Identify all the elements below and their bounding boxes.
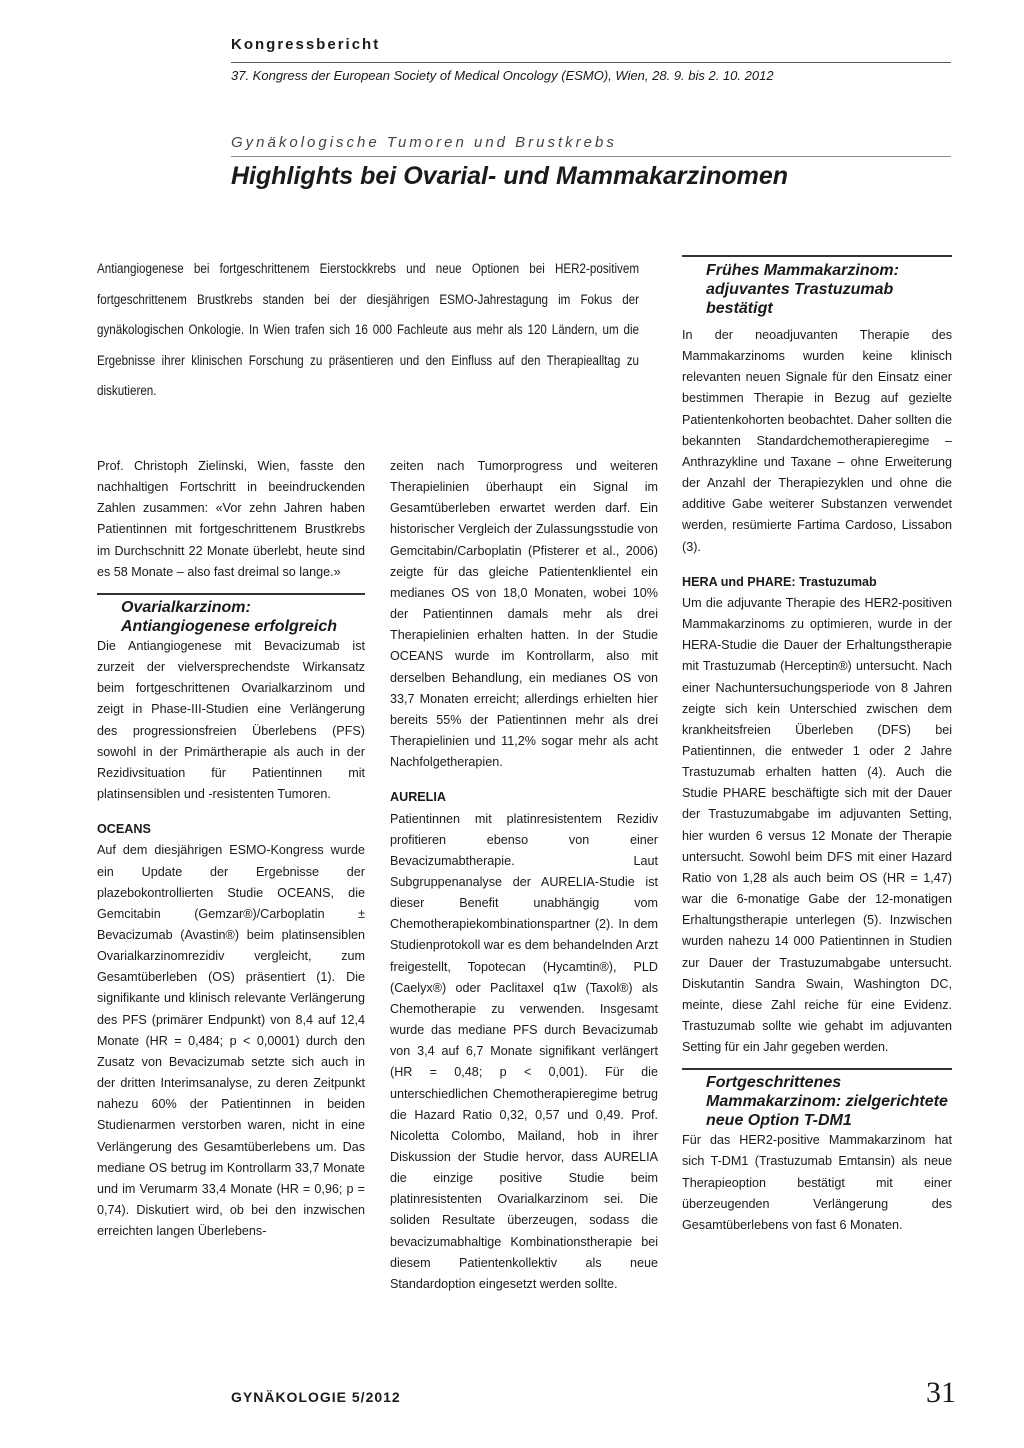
intro-paragraph: Prof. Christoph Zielinski, Wien, fasste den nachhaltigen Fortschritt in beeindruckenden Zahlen zusammen: «Vor zehn Jahren haben Patientinnen mit fortgeschrittenem Brustkrebs im Durchschnitt 22 Monate überlebt, heute sind es 58 Monate – also fast dreimal so lange.» (97, 459, 365, 579)
header-divider (231, 62, 951, 63)
subsection-heading-ovarial: Ovarialkarzinom: Antiangiogenese erfolgreich (97, 593, 365, 636)
column-1 (97, 456, 365, 1242)
congress-subtitle: 37. Kongress der European Society of Medical Oncology (ESMO), Wien, 28. 9. bis 2. 10. 2012 (231, 68, 774, 83)
column-3 (682, 325, 952, 1236)
footer-journal-issue: GYNÄKOLOGIE 5/2012 (231, 1389, 401, 1405)
column-2 (390, 456, 658, 1295)
subsection-heading-advanced-breast: Fortgeschrittenes Mammakarzinom: zielgerichtete neue Option T-DM1 (682, 1068, 952, 1130)
article-title: Highlights bei Ovarial- und Mammakarzinomen (231, 162, 789, 190)
paragraph: Auf dem diesjährigen ESMO-Kongress wurde ein Update der Ergebnisse der plazebokontrollierten Studie OCEANS, die Gemcitabin (Gemzar®)/Carboplatin ± Bevacizumab (Avastin®) beim platinsensiblen Ovarialkarzinomrezidiv vergleicht, zum Gesamtüberleben (OS) präsentiert (1). Die signifikante und klinisch relevante Verlängerung des PFS (primärer Endpunkt) von 8,4 auf 12,4 Monate (HR = 0,484; p < 0,0001) durch den Zusatz von Bevacizumab setzte sich auch in der dritten Interimsanalyse, zu deren Zeitpunkt nahezu 60% der Patientinnen in beiden Studienarmen verstorben waren, nicht in eine Verlängerung des Gesamtüberlebens um. Das mediane OS betrug im Kontrollarm 33,7 Monate und im Verumarm 33,4 Monate (HR = 0,96; p = 0,74). Diskutiert wird, ob bei den inzwischen erreichten langen Überlebens- (97, 843, 365, 1239)
paragraph: zeiten nach Tumorprogress und weiteren Therapielinien überhaupt ein Signal im Gesamtüberleben erwartet werden darf. Ein historischer Vergleich der Zulassungsstudie von Gemcitabin/Carboplatin (Pfisterer et al., 2006) zeigte für das gleiche Patientenklientel ein medianes OS von 18,0 Monaten, wobei 10% der Patientinnen damals mehr als drei Therapielinien erhalten hatten. In der Studie OCEANS wurde im Kontrollarm, also mit derselben Behandlung, ein medianes OS von 33,7 Monaten erreicht; allerdings erhielten hier bereits 55% der Patientinnen mehr als drei Therapielinien und 11,2% sogar mehr als acht Nachfolgetherapien. (390, 459, 658, 770)
paragraph: Für das HER2-positive Mammakarzinom hat sich T-DM1 (Trastuzumab Emtansin) als neue Therapieoption bestätigt mit einer überzeugenden Verlängerung des Gesamtüberlebens von fast 6 Monaten. (682, 1133, 952, 1232)
journal-section-label: Kongressbericht (231, 36, 381, 53)
section-divider (231, 156, 951, 157)
paragraph: Die Antiangiogenese mit Bevacizumab ist zurzeit der vielversprechendste Wirkansatz beim fortgeschrittenen Ovarialkarzinom und zeigt in Phase-III-Studien eine Verlängerung des progressionsfreien Überlebens (PFS) sowohl in der Primärtherapie als auch in der Rezidivsituation für Patientinnen mit platinsensiblen und -resistenten Tumoren. (97, 638, 365, 802)
page-number: 31 (926, 1376, 956, 1409)
subheading-oceans: OCEANS (97, 822, 151, 837)
subsection-heading-early-breast: Frühes Mammakarzinom: adjuvantes Trastuzumab bestätigt (682, 255, 952, 318)
paragraph: Patientinnen mit platinresistentem Rezidiv profitieren ebenso von einer Bevacizumabtherapie. Laut Subgruppenanalyse der AURELIA-Studie ist dieser Benefit unabhängig vom Chemotherapiekombinationspartner (2). In dem Studienprotokoll war es dem behandelnden Arzt freigestellt, Topotecan (Hycamtin®), PLD (Caelyx®) oder Paclitaxel q1w (Taxol®) als Chemotherapie zu verwenden. Insgesamt wurde das mediane PFS durch Bevacizumab von 3,4 auf 6,7 Monate signifikant verlängert (HR = 0,48; p < 0,001). Für die unterschiedlichen Chemotherapieregime betrug die Hazard Ratio 0,32, 0,57 und 0,49. Prof. Nicoletta Colombo, Mailand, hob in ihrer Diskussion der Studie hervor, dass AURELIA die einzige positive Studie beim platinresistenten Ovarialkarzinom sei. Die soliden Resultate überzeugen, sodass die bevacizumabhaltige Kombinationstherapie bei diesem Patientenkollektiv als neue Standardoption eingesetzt werden sollte. (390, 811, 658, 1291)
subheading-aurelia: AURELIA (390, 790, 446, 805)
article-section-label: Gynäkologische Tumoren und Brustkrebs (231, 134, 617, 151)
paragraph: In der neoadjuvanten Therapie des Mammakarzinoms wurden keine klinisch relevanten neuen Signale für den Einsatz einer bestimmen Therapie in Bezug auf gezielte Patientenkohorten beobachtet. Daher sollten die bekannten Standardchemotherapieregime – Anthrazykline und Taxane – ohne Erweiterung der Anzahl der Therapiezyklen und ohne die additive Gabe weiterer Substanzen verwendet werden, resümierte Fartima Cardoso, Lissabon (3). (682, 328, 952, 554)
lead-paragraph: Antiangiogenese bei fortgeschrittenem Eierstockkrebs und neue Optionen bei HER2-positivem fortgeschrittenem Brustkrebs standen bei der diesjährigen ESMO-Jahrestagung im Fokus der gynäkologischen Onkologie. In Wien trafen sich 16 000 Fachleute aus mehr als 120 Ländern, um die Ergebnisse ihrer klinischen Forschung zu präsentieren und den Einfluss auf den Therapiealltag zu diskutieren. (97, 261, 640, 399)
paragraph: Um die adjuvante Therapie des HER2-positiven Mammakarzinoms zu optimieren, wurde in der HERA-Studie die Dauer der Erhaltungstherapie mit Trastuzumab (Herceptin®) untersucht. Nach einer Nachuntersuchungsperiode von 8 Jahren zeigte sich kein Unterschied zwischen dem krankheitsfreien Überleben (DFS) bei Patientinnen, die entweder 1 oder 2 Jahre Trastuzumab erhalten hatten (4). Auch die Studie PHARE beschäftigte sich mit der Dauer der Trastuzumabgabe im adjuvanten Setting, hier wurden 6 versus 12 Monate der Therapie untersucht. Sowohl beim DFS mit einer Hazard Ratio von 1,28 als auch beim OS (HR = 1,47) war die 6-monatige Gabe der 12-monatigen Erhaltungstherapie unterlegen (5). Inzwischen wurden nahezu 14 000 Patientinnen in Studien zur Dauer der Trastuzumabgabe untersucht. Diskutantin Sandra Swain, Washington DC, meinte, diese Zahl reiche für eine Evidenz. Trastuzumab sollte wie gehabt im adjuvanten Setting für ein Jahr gegeben werden. (682, 595, 952, 1055)
subheading-hera-phare: HERA und PHARE: Trastuzumab (682, 574, 877, 589)
